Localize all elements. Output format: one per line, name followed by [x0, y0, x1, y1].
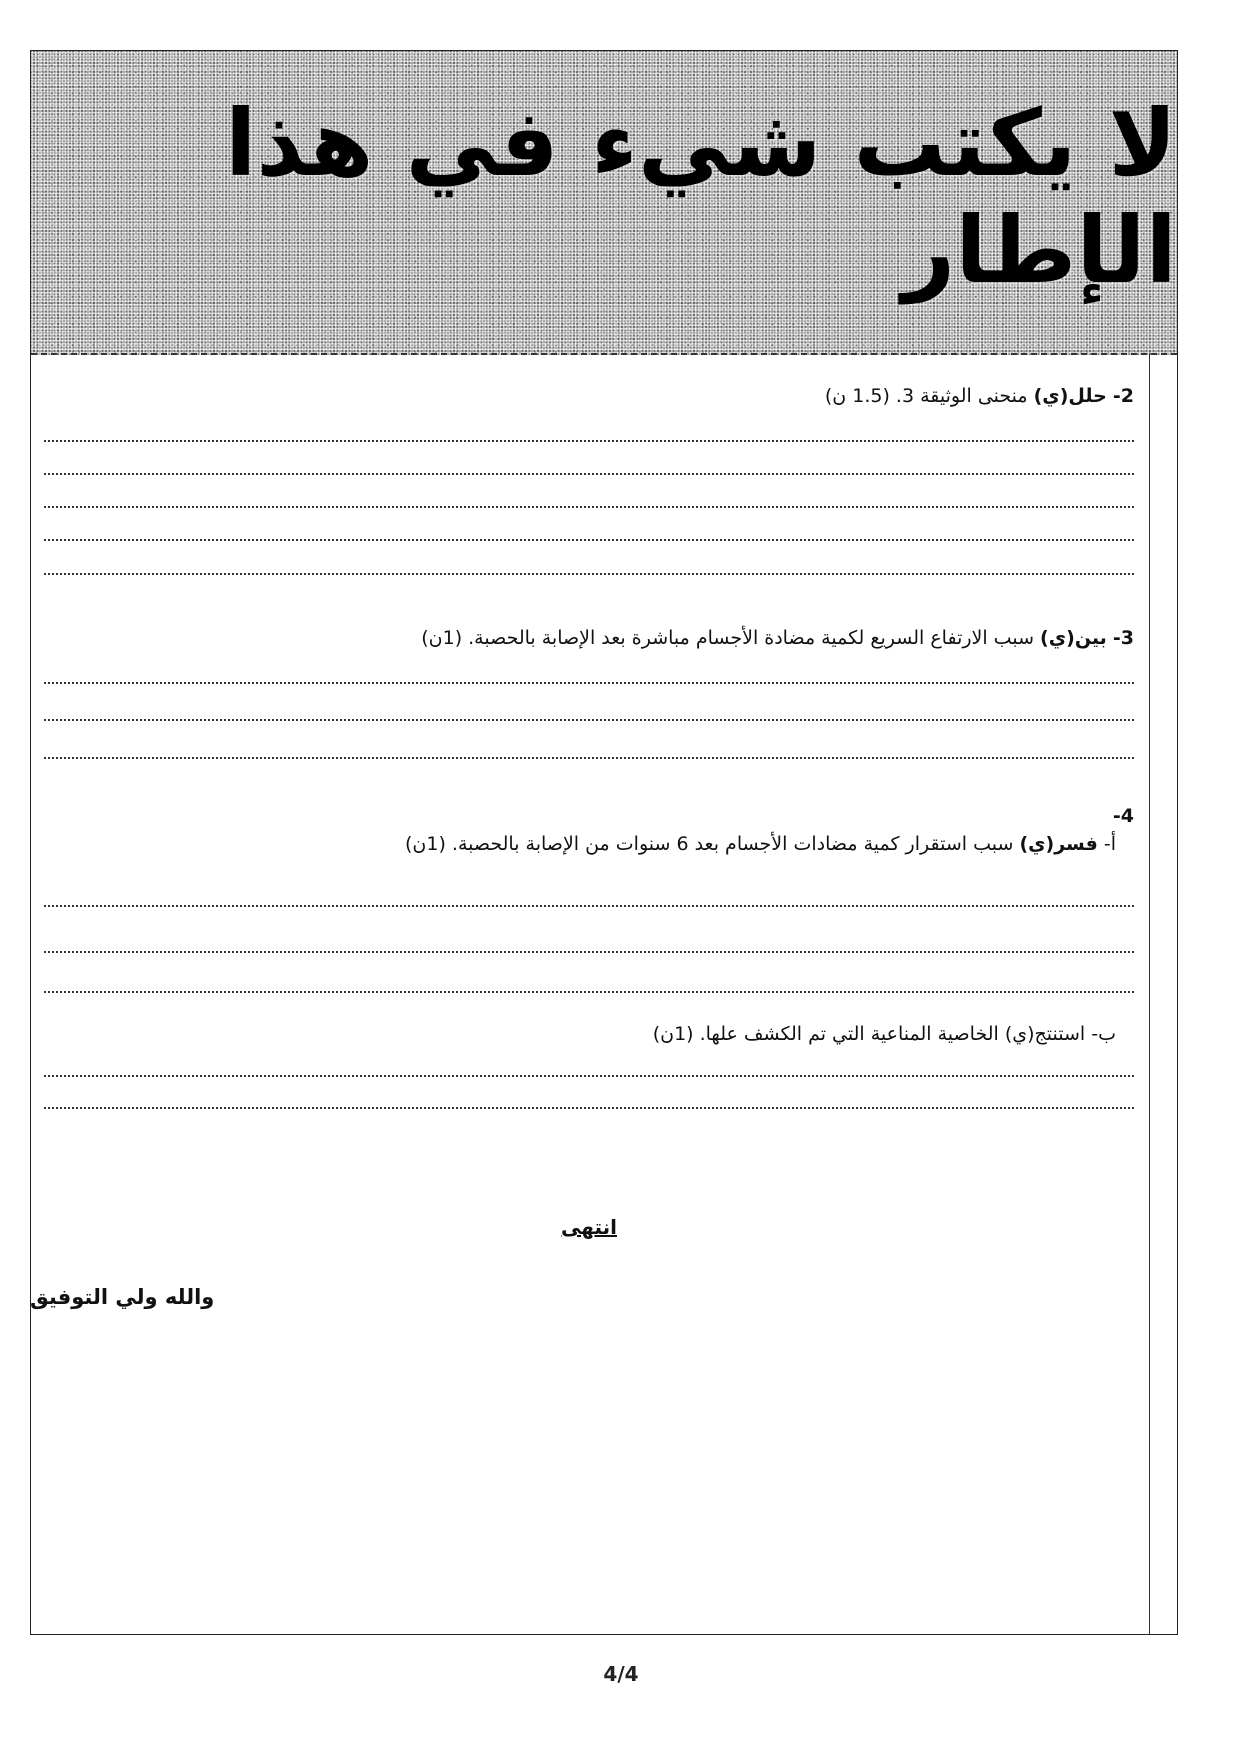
banner-text: لا يكتب شيء في هذا الإطار	[225, 90, 1177, 304]
answer-line[interactable]	[44, 573, 1134, 575]
answer-line[interactable]	[44, 719, 1134, 721]
question-4b	[653, 1023, 1116, 1045]
question-4	[1113, 805, 1134, 827]
question-verb: حلل(ي)	[1033, 385, 1107, 407]
end-title: انتهى	[561, 1215, 617, 1239]
answer-line[interactable]	[44, 506, 1134, 508]
answer-line[interactable]	[44, 539, 1134, 541]
question-number: 4-	[1112, 805, 1134, 827]
question-text: الخاصية المناعية التي تم الكشف علها. (1ن)	[652, 1023, 999, 1045]
question-text: منحنى الوثيقة 3. (1.5 ن)	[824, 385, 1028, 407]
answer-line[interactable]	[44, 1075, 1134, 1077]
question-verb: استنتج(ي)	[1004, 1023, 1086, 1045]
answer-line[interactable]	[44, 440, 1134, 442]
closing-phrase: والله ولي التوفيق	[30, 1285, 215, 1309]
question-text: سبب الارتفاع السريع لكمية مضادة الأجسام مباشرة بعد الإصابة بالحصبة. (1ن)	[421, 627, 1034, 649]
page-number: 4/4	[603, 1662, 639, 1686]
question-2	[825, 385, 1134, 407]
answer-line[interactable]	[44, 473, 1134, 475]
question-3	[421, 627, 1134, 649]
question-text: سبب استقرار كمية مضادات الأجسام بعد 6 سنوات من الإصابة بالحصبة. (1ن)	[405, 833, 1014, 855]
answer-line[interactable]	[44, 757, 1134, 759]
answer-line[interactable]	[44, 682, 1134, 684]
question-verb: فسر(ي)	[1019, 833, 1098, 855]
question-number: ب-	[1091, 1023, 1116, 1045]
question-number: 2-	[1112, 385, 1134, 407]
question-number: أ-	[1103, 833, 1116, 855]
question-4a	[405, 833, 1116, 855]
answer-line[interactable]	[44, 1107, 1134, 1109]
answer-line[interactable]	[44, 905, 1134, 907]
margin-rule	[1149, 353, 1150, 1635]
answer-line[interactable]	[44, 991, 1134, 993]
do-not-write-banner	[31, 51, 1177, 355]
question-number: 3-	[1112, 627, 1134, 649]
question-verb: بين(ي)	[1040, 627, 1107, 649]
answer-line[interactable]	[44, 951, 1134, 953]
